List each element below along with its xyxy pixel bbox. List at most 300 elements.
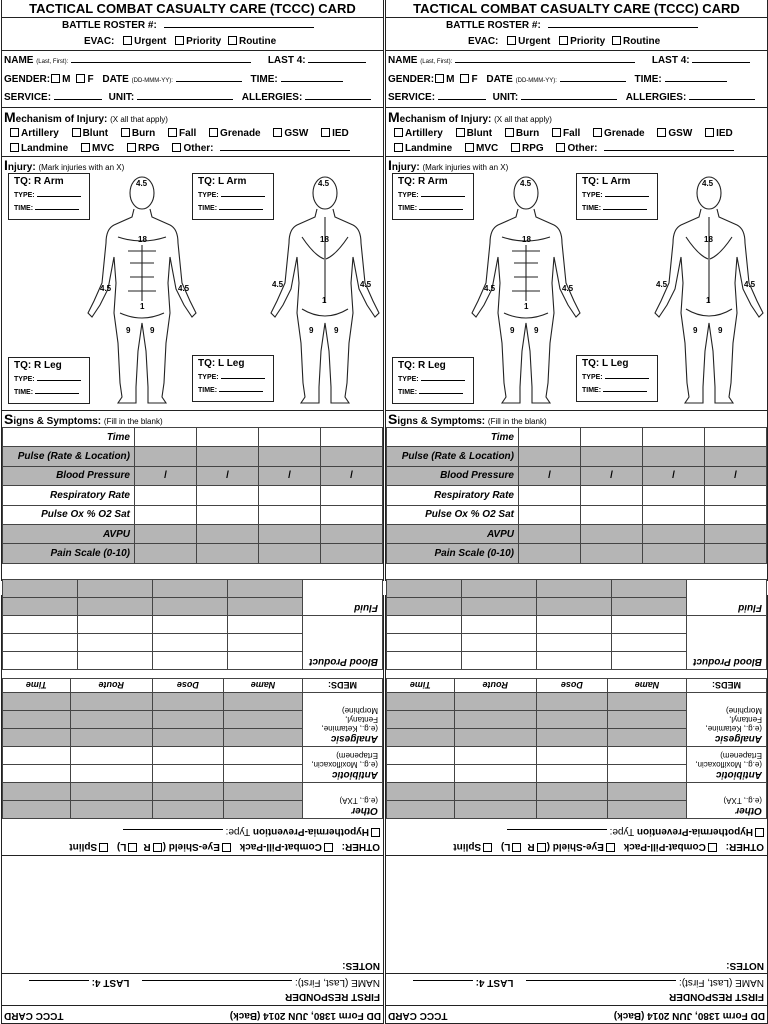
back-right-arm-pct: 4.5 [744, 280, 756, 289]
tq-type-field[interactable] [605, 190, 649, 197]
med-cell[interactable] [537, 634, 612, 652]
ss-row-time [3, 428, 383, 447]
tq-left-leg-title: TQ: L Leg [198, 358, 245, 369]
med-cell[interactable] [228, 598, 303, 616]
ss-cell[interactable] [519, 544, 581, 563]
ss-cell[interactable] [321, 486, 383, 505]
tq-time-field[interactable] [419, 203, 463, 210]
hypothermia-type-field[interactable] [123, 829, 223, 839]
med-cell[interactable] [454, 747, 536, 765]
ss-cell[interactable] [135, 428, 197, 447]
med-cell[interactable] [152, 765, 223, 783]
col-route: Route [454, 679, 536, 693]
ss-cell[interactable] [259, 428, 321, 447]
ied-checkbox[interactable] [321, 128, 330, 137]
ss-cell[interactable] [581, 505, 643, 524]
med-cell[interactable] [536, 765, 607, 783]
tq-time-label: TIME: [398, 389, 418, 396]
ss-cell[interactable] [519, 524, 581, 543]
tq-time-field[interactable] [219, 385, 263, 392]
ss-cell[interactable] [643, 447, 705, 466]
pill-pack-checkbox[interactable] [324, 843, 333, 852]
unit-field[interactable] [137, 90, 233, 100]
landmine-checkbox[interactable] [394, 143, 403, 152]
med-cell[interactable] [387, 711, 455, 729]
med-cell[interactable] [228, 580, 303, 598]
ss-bp-cell[interactable]: / [581, 466, 643, 485]
med-cell[interactable] [536, 711, 607, 729]
med-cell[interactable] [454, 801, 536, 819]
ss-cell[interactable] [135, 447, 197, 466]
ss-cell[interactable] [581, 524, 643, 543]
mvc-checkbox[interactable] [465, 143, 474, 152]
tq-time-field[interactable] [219, 203, 263, 210]
ss-cell[interactable] [321, 447, 383, 466]
gender-label: GENDER: [4, 74, 51, 85]
med-cell[interactable] [70, 783, 152, 801]
front-right-leg-pct: 9 [510, 326, 515, 335]
ss-cell[interactable] [259, 505, 321, 524]
med-cell[interactable] [70, 693, 152, 711]
fall-checkbox[interactable] [552, 128, 561, 137]
fr-last4-field[interactable] [29, 980, 89, 990]
med-cell[interactable] [223, 711, 302, 729]
tq-right-leg-box[interactable] [392, 357, 474, 404]
front-right-arm-pct: 4.5 [100, 284, 112, 293]
allergies-field[interactable] [305, 90, 371, 100]
eye-shield-checkbox[interactable] [222, 843, 231, 852]
tq-type-label: TYPE: [582, 192, 603, 199]
med-cell[interactable] [70, 747, 152, 765]
meds-table [2, 678, 383, 819]
blood-title: Blood Product [693, 656, 762, 667]
tq-type-field[interactable] [221, 190, 265, 197]
eye-r-checkbox[interactable] [537, 843, 546, 852]
ss-bp-cell[interactable]: / [135, 466, 197, 485]
other-field[interactable] [604, 141, 734, 151]
ss-cell[interactable] [705, 447, 767, 466]
med-cell[interactable] [607, 711, 686, 729]
ss-cell[interactable] [197, 447, 259, 466]
mvc-checkbox[interactable] [81, 143, 90, 152]
med-cell[interactable] [462, 634, 537, 652]
ss-cell[interactable] [321, 544, 383, 563]
front-card-right [385, 0, 768, 581]
fr-name-field[interactable] [526, 980, 676, 990]
med-cell[interactable] [3, 711, 71, 729]
tq-time-field[interactable] [603, 385, 647, 392]
fall-checkbox[interactable] [168, 128, 177, 137]
evac-urgent-checkbox[interactable] [123, 36, 132, 45]
med-cell[interactable] [387, 729, 455, 747]
burn-checkbox[interactable] [121, 128, 130, 137]
med-cell[interactable] [3, 729, 71, 747]
other-checkbox[interactable] [172, 143, 181, 152]
med-cell[interactable] [3, 783, 71, 801]
evac-priority-checkbox[interactable] [559, 36, 568, 45]
ss-cell[interactable] [135, 486, 197, 505]
med-cell[interactable] [3, 693, 71, 711]
med-cell[interactable] [3, 652, 78, 670]
med-cell[interactable] [612, 598, 687, 616]
med-cell[interactable] [387, 598, 462, 616]
tq-left-arm-title: TQ: L Arm [198, 176, 247, 187]
fr-last4-field[interactable] [413, 980, 473, 990]
artillery-checkbox[interactable] [10, 128, 19, 137]
med-cell[interactable] [387, 580, 462, 598]
med-cell[interactable] [454, 693, 536, 711]
ss-cell[interactable] [259, 544, 321, 563]
med-cell[interactable] [387, 616, 462, 634]
ss-bp-cell[interactable]: / [197, 466, 259, 485]
med-cell[interactable] [537, 598, 612, 616]
name-field[interactable] [455, 53, 635, 63]
allergies-label: ALLERGIES: [625, 92, 687, 103]
evac-urgent-checkbox[interactable] [507, 36, 516, 45]
ss-cell[interactable] [321, 505, 383, 524]
med-cell[interactable] [3, 634, 78, 652]
med-cell[interactable] [228, 616, 303, 634]
eye-shield-label: Eye-Shield ( [546, 841, 604, 852]
ss-bp-cell[interactable]: / [519, 466, 581, 485]
med-cell[interactable] [536, 693, 607, 711]
burn-checkbox[interactable] [505, 128, 514, 137]
med-cell[interactable] [537, 616, 612, 634]
med-cell[interactable] [607, 693, 686, 711]
fr-last4-label: LAST 4: [475, 977, 514, 988]
med-cell[interactable] [454, 783, 536, 801]
med-cell[interactable] [3, 765, 71, 783]
tq-type-label: TYPE: [198, 192, 219, 199]
injury-title-initial: I [388, 157, 392, 173]
battle-roster-field[interactable] [164, 18, 314, 28]
ss-cell[interactable] [519, 428, 581, 447]
med-cell[interactable] [223, 729, 302, 747]
unit-label: UNIT: [492, 92, 519, 103]
other-checkbox[interactable] [556, 143, 565, 152]
mvc-label: MVC [92, 143, 115, 154]
gender-f-checkbox[interactable] [460, 74, 469, 83]
tq-time-field[interactable] [35, 203, 79, 210]
med-cell[interactable] [607, 765, 686, 783]
med-cell[interactable] [536, 783, 607, 801]
artillery-checkbox[interactable] [394, 128, 403, 137]
ss-cell[interactable] [581, 544, 643, 563]
last4-field[interactable] [692, 53, 750, 63]
hypothermia-checkbox[interactable] [371, 828, 380, 837]
blunt-checkbox[interactable] [72, 128, 81, 137]
fluid-title: Fluid [354, 602, 378, 613]
antibiotic-row [3, 765, 383, 783]
ss-cell[interactable] [259, 486, 321, 505]
splint-checkbox[interactable] [99, 843, 108, 852]
ss-cell[interactable] [581, 486, 643, 505]
med-cell[interactable] [78, 652, 153, 670]
med-cell[interactable] [387, 652, 462, 670]
tq-time-field[interactable] [419, 387, 463, 394]
med-cell[interactable] [387, 747, 455, 765]
ss-cell[interactable] [705, 505, 767, 524]
med-cell[interactable] [3, 616, 78, 634]
ss-cell[interactable] [643, 486, 705, 505]
tq-right-arm-box[interactable] [8, 173, 90, 220]
eye-l-checkbox[interactable] [128, 843, 137, 852]
fall-label: Fall [179, 128, 197, 139]
notes-label: NOTES: [342, 960, 380, 971]
tq-type-field[interactable] [221, 372, 265, 379]
med-cell[interactable] [462, 652, 537, 670]
rpg-checkbox[interactable] [511, 143, 520, 152]
eye-l-checkbox[interactable] [512, 843, 521, 852]
med-cell[interactable] [78, 598, 153, 616]
other-field[interactable] [220, 141, 350, 151]
ss-cell[interactable] [643, 524, 705, 543]
ss-cell[interactable] [197, 428, 259, 447]
tq-type-label: TYPE: [14, 376, 35, 383]
ss-bp-cell[interactable]: / [643, 466, 705, 485]
med-cell[interactable] [223, 693, 302, 711]
med-cell[interactable] [152, 747, 223, 765]
med-cell[interactable] [612, 652, 687, 670]
grenade-checkbox[interactable] [209, 128, 218, 137]
ss-cell[interactable] [705, 524, 767, 543]
evac-priority-checkbox[interactable] [175, 36, 184, 45]
service-field[interactable] [438, 90, 486, 100]
ss-bp-cell[interactable]: / [321, 466, 383, 485]
ss-cell[interactable] [643, 428, 705, 447]
med-cell[interactable] [536, 801, 607, 819]
ss-cell[interactable] [519, 486, 581, 505]
notes-section[interactable] [386, 855, 767, 973]
ss-cell[interactable] [197, 486, 259, 505]
ss-cell[interactable] [135, 524, 197, 543]
med-cell[interactable] [153, 634, 228, 652]
analgesic-cat [303, 693, 383, 747]
analgesic-row [3, 729, 383, 747]
fr-last4-label: LAST 4: [91, 977, 130, 988]
name-field[interactable] [71, 53, 251, 63]
eye-l-label: L) [116, 841, 127, 852]
tq-type-label: TYPE: [14, 192, 35, 199]
med-cell[interactable] [3, 598, 78, 616]
med-cell[interactable] [152, 783, 223, 801]
med-cell[interactable] [612, 616, 687, 634]
ss-cell[interactable] [705, 428, 767, 447]
rpg-checkbox[interactable] [127, 143, 136, 152]
med-cell[interactable] [387, 783, 455, 801]
med-cell[interactable] [3, 747, 71, 765]
med-cell[interactable] [387, 634, 462, 652]
date-field[interactable] [560, 72, 626, 82]
col-dose: Dose [152, 679, 223, 693]
evac-routine-checkbox[interactable] [612, 36, 621, 45]
splint-checkbox[interactable] [483, 843, 492, 852]
med-cell[interactable] [70, 711, 152, 729]
ss-cell[interactable] [705, 544, 767, 563]
med-cell[interactable] [152, 711, 223, 729]
gender-m-checkbox[interactable] [51, 74, 60, 83]
other-section [2, 819, 383, 855]
med-cell[interactable] [78, 616, 153, 634]
notes-label: NOTES: [726, 960, 764, 971]
ss-cell[interactable] [581, 447, 643, 466]
first-responder-section [386, 973, 767, 1005]
med-cell[interactable] [607, 729, 686, 747]
other-med-row [3, 801, 383, 819]
meds-header-row [387, 679, 767, 693]
gender-f-checkbox[interactable] [76, 74, 85, 83]
tq-left-leg-box[interactable] [192, 355, 274, 402]
med-cell[interactable] [153, 616, 228, 634]
tq-time-field[interactable] [35, 387, 79, 394]
tq-right-arm-box[interactable] [392, 173, 474, 220]
tq-type-field[interactable] [37, 190, 81, 197]
ss-row-label: Pain Scale (0-10) [3, 544, 135, 563]
ss-cell[interactable] [519, 447, 581, 466]
moi-row1 [386, 126, 767, 141]
med-cell[interactable] [223, 765, 302, 783]
med-cell[interactable] [536, 747, 607, 765]
ss-cell[interactable] [259, 524, 321, 543]
ss-cell[interactable] [135, 544, 197, 563]
med-cell[interactable] [223, 801, 302, 819]
ss-cell[interactable] [197, 505, 259, 524]
med-cell[interactable] [153, 598, 228, 616]
evac-routine-checkbox[interactable] [228, 36, 237, 45]
med-cell[interactable] [612, 580, 687, 598]
med-cell[interactable] [607, 747, 686, 765]
ss-cell[interactable] [519, 505, 581, 524]
med-cell[interactable] [228, 652, 303, 670]
notes-section[interactable] [2, 855, 383, 973]
ss-row-label: Pulse Ox % O2 Sat [3, 505, 135, 524]
back-groin-pct: 1 [706, 296, 711, 305]
tq-time-field[interactable] [603, 203, 647, 210]
tq-type-field[interactable] [421, 374, 465, 381]
time-field[interactable] [281, 72, 343, 82]
med-cell[interactable] [70, 801, 152, 819]
tq-type-field[interactable] [421, 190, 465, 197]
med-cell[interactable] [612, 634, 687, 652]
gsw-checkbox[interactable] [273, 128, 282, 137]
date-hint: (DD-MMM-YY): [515, 78, 557, 84]
med-cell[interactable] [387, 765, 455, 783]
landmine-label: Landmine [21, 143, 69, 154]
gsw-label: GSW [668, 128, 693, 139]
date-field[interactable] [176, 72, 242, 82]
ied-checkbox[interactable] [705, 128, 714, 137]
fluid-cat [687, 580, 767, 616]
med-cell[interactable] [152, 801, 223, 819]
last4-field[interactable] [308, 53, 366, 63]
tq-left-arm-box[interactable] [192, 173, 274, 220]
ss-cell[interactable] [197, 544, 259, 563]
battle-roster-field[interactable] [548, 18, 698, 28]
ss-cell[interactable] [705, 486, 767, 505]
ss-cell[interactable] [581, 428, 643, 447]
eye-shield-checkbox[interactable] [606, 843, 615, 852]
tq-right-leg-box[interactable] [8, 357, 90, 404]
other-med-example: (e.g., TXA) [723, 796, 762, 805]
med-cell[interactable] [78, 580, 153, 598]
med-cell[interactable] [387, 693, 455, 711]
med-cell[interactable] [153, 580, 228, 598]
med-cell[interactable] [223, 783, 302, 801]
tq-left-arm-box[interactable] [576, 173, 658, 220]
time-field[interactable] [665, 72, 727, 82]
med-cell[interactable] [454, 711, 536, 729]
med-cell[interactable] [3, 580, 78, 598]
med-cell[interactable] [78, 634, 153, 652]
ss-cell[interactable] [321, 524, 383, 543]
gsw-checkbox[interactable] [657, 128, 666, 137]
gender-m-label: M [62, 74, 71, 85]
fr-name-field[interactable] [142, 980, 292, 990]
hypothermia-type-field[interactable] [507, 829, 607, 839]
ss-bp-cell[interactable]: / [259, 466, 321, 485]
tq-type-label: TYPE: [398, 376, 419, 383]
blunt-checkbox[interactable] [456, 128, 465, 137]
ss-cell[interactable] [643, 544, 705, 563]
burn-label: Burn [515, 128, 540, 139]
ss-cell[interactable] [197, 524, 259, 543]
med-cell[interactable] [537, 580, 612, 598]
med-cell[interactable] [70, 765, 152, 783]
landmine-checkbox[interactable] [10, 143, 19, 152]
first-responder-title: FIRST RESPONDER [668, 991, 764, 1002]
med-cell[interactable] [462, 616, 537, 634]
med-cell[interactable] [537, 652, 612, 670]
med-cell[interactable] [607, 783, 686, 801]
med-cell[interactable] [3, 801, 71, 819]
med-cell[interactable] [387, 801, 455, 819]
tq-type-field[interactable] [37, 374, 81, 381]
pill-pack-checkbox[interactable] [708, 843, 717, 852]
allergies-field[interactable] [689, 90, 755, 100]
back-card [1, 595, 384, 1024]
med-cell[interactable] [462, 598, 537, 616]
med-cell[interactable] [70, 729, 152, 747]
ss-bp-cell[interactable]: / [705, 466, 767, 485]
med-cell[interactable] [152, 693, 223, 711]
service-field[interactable] [54, 90, 102, 100]
med-cell[interactable] [153, 652, 228, 670]
med-cell[interactable] [223, 747, 302, 765]
med-cell[interactable] [536, 729, 607, 747]
tq-left-leg-box[interactable] [576, 355, 658, 402]
med-cell[interactable] [607, 801, 686, 819]
med-cell[interactable] [454, 729, 536, 747]
ss-cell[interactable] [259, 447, 321, 466]
med-cell[interactable] [228, 634, 303, 652]
tq-type-field[interactable] [605, 372, 649, 379]
med-cell[interactable] [462, 580, 537, 598]
eye-r-checkbox[interactable] [153, 843, 162, 852]
unit-field[interactable] [521, 90, 617, 100]
grenade-checkbox[interactable] [593, 128, 602, 137]
battle-roster-label: BATTLE ROSTER #: [446, 20, 541, 31]
meds-label: MEDS: [303, 679, 383, 693]
med-cell[interactable] [152, 729, 223, 747]
ss-title: igns & Symptoms: [397, 416, 486, 427]
ss-cell[interactable] [643, 505, 705, 524]
ss-cell[interactable] [321, 428, 383, 447]
med-cell[interactable] [454, 765, 536, 783]
hypothermia-checkbox[interactable] [755, 828, 764, 837]
ss-cell[interactable] [135, 505, 197, 524]
gender-m-checkbox[interactable] [435, 74, 444, 83]
unit-label: UNIT: [108, 92, 135, 103]
